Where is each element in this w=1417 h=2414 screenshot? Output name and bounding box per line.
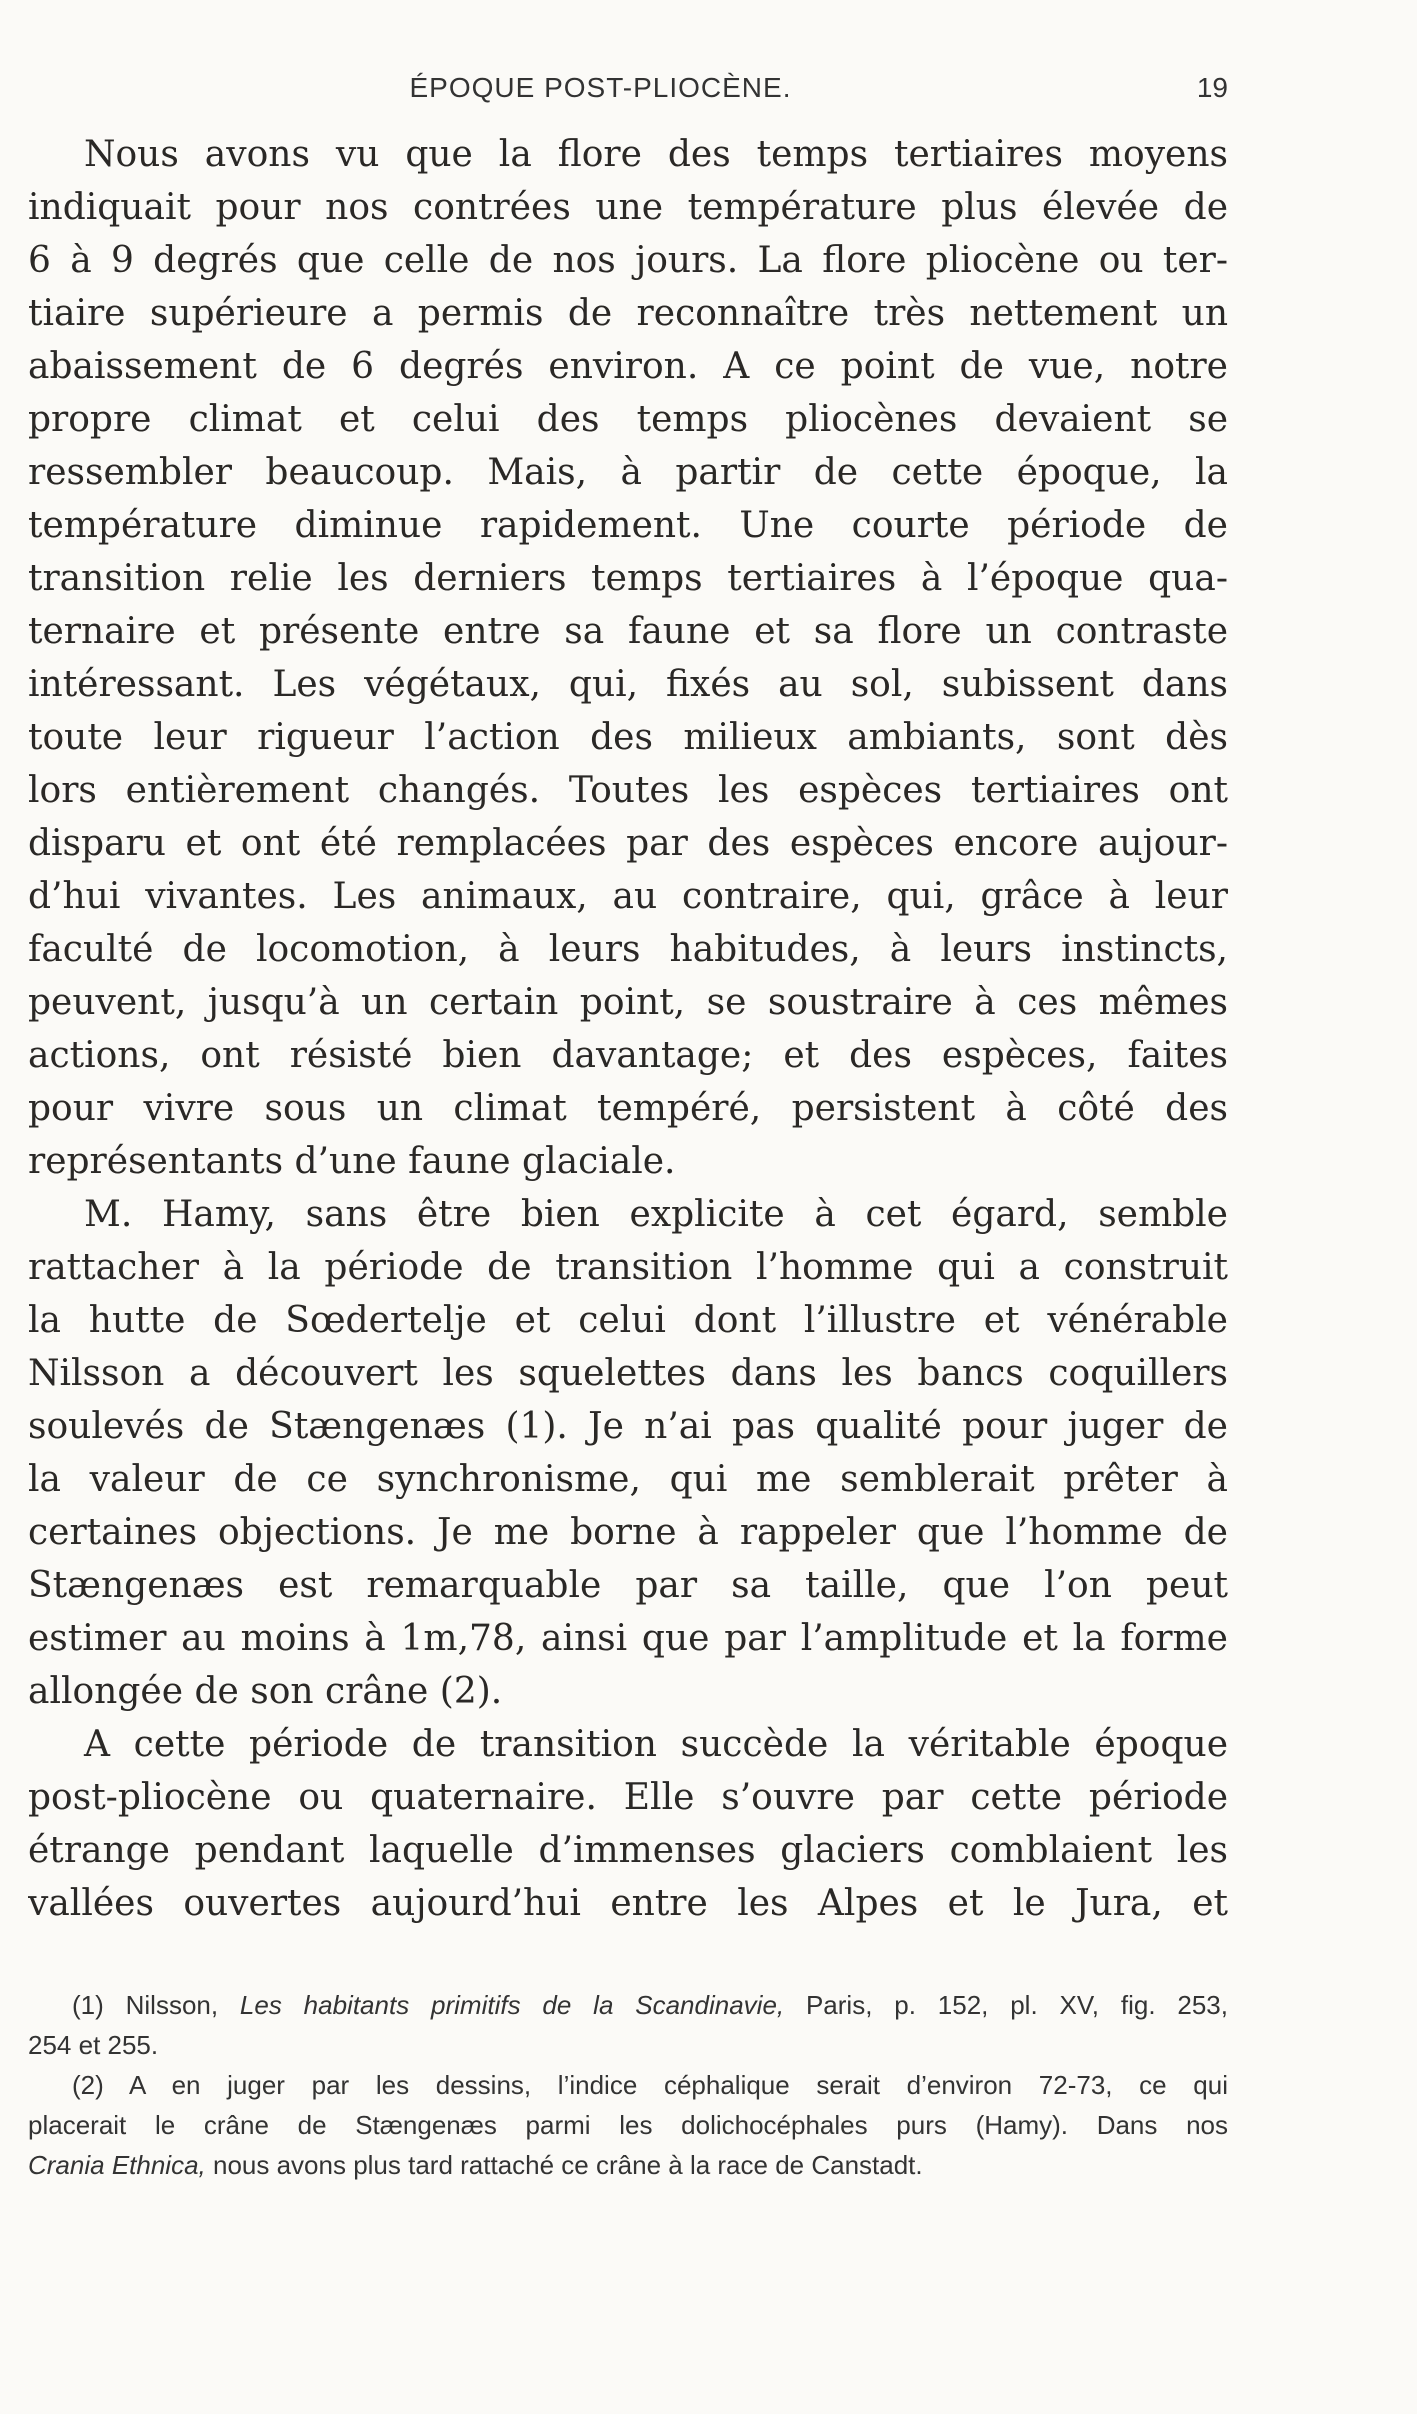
text-line: indiquait pour nos contrées une température plus élevée de: [28, 187, 1228, 228]
text-line: 6 à 9 degrés que celle de nos jours. La flore pliocène ou ter-: [28, 240, 1228, 281]
text-line: vallées ouvertes aujourd’hui entre les Alpes et le Jura, et: [28, 1883, 1228, 1924]
running-title: ÉPOQUE POST-PLIOCÈNE.: [409, 72, 792, 103]
text-line: température diminue rapidement. Une courte période de: [28, 505, 1228, 546]
text-line: ressembler beaucoup. Mais, à partir de cette époque, la: [28, 452, 1228, 493]
footnote-2: [28, 2065, 1228, 2185]
running-head: [28, 72, 1228, 112]
text-line: étrange pendant laquelle d’immenses glaciers comblaient les: [28, 1830, 1228, 1871]
footnote-text: nous avons plus tard rattaché ce crâne à la race de Canstadt.: [205, 2150, 923, 2180]
footnote-line: [28, 2105, 1228, 2145]
text-line: lors entièrement changés. Toutes les espèces tertiaires ont: [28, 770, 1228, 811]
text-line: propre climat et celui des temps pliocènes devaient se: [28, 399, 1228, 440]
text-line: abaissement de 6 degrés environ. A ce point de vue, notre: [28, 346, 1228, 387]
footnote-text: 254 et 255.: [28, 2030, 159, 2060]
paragraph-1: [28, 128, 1228, 1188]
text-line: rattacher à la période de transition l’homme qui a construit: [28, 1247, 1228, 1288]
text-line: pour vivre sous un climat tempéré, persistent à côté des: [28, 1088, 1228, 1129]
footnote-italic-title: Crania Ethnica,: [28, 2150, 206, 2180]
text-line: certaines objections. Je me borne à rappeler que l’homme de: [28, 1512, 1228, 1553]
text-line: représentants d’une faune glaciale.: [28, 1141, 676, 1182]
footnote-text: Paris, p. 152, pl. XV, fig. 253,: [784, 1990, 1228, 2020]
footnote-text: (1) Nilsson,: [72, 1990, 240, 2020]
text-line: faculté de locomotion, à leurs habitudes, à leurs instincts,: [28, 929, 1228, 970]
footnote-line: [28, 2145, 1228, 2185]
text-line: Stængenæs est remarquable par sa taille, que l’on peut: [28, 1565, 1228, 1606]
text-line: tiaire supérieure a permis de reconnaître très nettement un: [28, 293, 1228, 334]
text-line: la hutte de Sœdertelje et celui dont l’illustre et vénérable: [28, 1300, 1228, 1341]
text-line: Nilsson a découvert les squelettes dans les bancs coquillers: [28, 1353, 1228, 1394]
text-line: A cette période de transition succède la véritable époque: [84, 1724, 1228, 1765]
paragraph-3: [28, 1718, 1228, 1930]
text-line: ternaire et présente entre sa faune et sa flore un contraste: [28, 611, 1228, 652]
text-line: peuvent, jusqu’à un certain point, se soustraire à ces mêmes: [28, 982, 1228, 1023]
text-line: toute leur rigueur l’action des milieux ambiants, sont dès: [28, 717, 1228, 758]
text-line: d’hui vivantes. Les animaux, au contraire, qui, grâce à leur: [28, 876, 1228, 917]
footnotes: [28, 1985, 1228, 2185]
body-text: [28, 128, 1228, 1930]
text-line: Nous avons vu que la flore des temps tertiaires moyens: [84, 134, 1228, 175]
footnote-line: [28, 2065, 1228, 2105]
text-line: estimer au moins à 1m,78, ainsi que par l’amplitude et la forme: [28, 1618, 1228, 1659]
page-number: 19: [1196, 72, 1228, 103]
footnote-1: [28, 1985, 1228, 2065]
footnote-line: [28, 1985, 1228, 2025]
text-line: soulevés de Stængenæs (1). Je n’ai pas qualité pour juger de: [28, 1406, 1228, 1447]
text-line: allongée de son crâne (2).: [28, 1671, 503, 1712]
footnote-line: [28, 2025, 1228, 2065]
footnote-text: (2) A en juger par les dessins, l’indice céphalique serait d’environ 72-73, ce qui: [72, 2070, 1228, 2100]
text-line: disparu et ont été remplacées par des espèces encore aujour-: [28, 823, 1228, 864]
paragraph-2: [28, 1188, 1228, 1718]
text-line: actions, ont résisté bien davantage; et des espèces, faites: [28, 1035, 1228, 1076]
text-line: M. Hamy, sans être bien explicite à cet égard, semble: [84, 1194, 1228, 1235]
text-line: intéressant. Les végétaux, qui, fixés au sol, subissent dans: [28, 664, 1228, 705]
text-line: la valeur de ce synchronisme, qui me semblerait prêter à: [28, 1459, 1228, 1500]
text-line: transition relie les derniers temps tertiaires à l’époque qua-: [28, 558, 1228, 599]
text-line: post-pliocène ou quaternaire. Elle s’ouvre par cette période: [28, 1777, 1228, 1818]
footnote-italic-title: Les habitants primitifs de la Scandinavie,: [239, 1990, 785, 2020]
footnote-text: placerait le crâne de Stængenæs parmi les dolichocéphales purs (Hamy). Dans nos: [28, 2110, 1228, 2140]
